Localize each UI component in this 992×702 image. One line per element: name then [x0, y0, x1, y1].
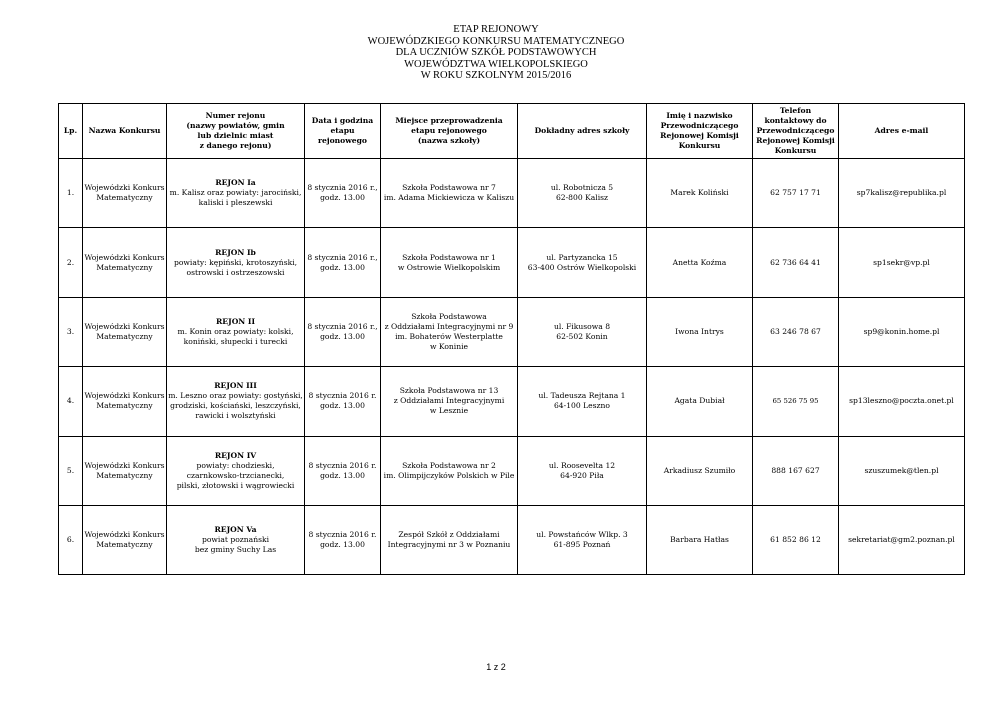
cell-nazwa: Wojewódzki Konkurs Matematyczny — [83, 297, 167, 366]
table-row — [59, 367, 965, 436]
cell-miejsce: Szkoła Podstawowa nr 13 z Oddziałami Integracyjnymi w Lesznie — [381, 367, 518, 436]
cell-telefon: 62 736 64 41 — [753, 228, 839, 297]
cell-przewodniczacy: Agata Dubiał — [647, 367, 753, 436]
cell-rejon: REJON Va powiat poznański bez gminy Suchy Las — [167, 505, 305, 574]
cell-email: sekretariat@gm2.poznan.pl — [839, 505, 965, 574]
header-lp: Lp. — [59, 104, 83, 159]
title-line: WOJEWÓDZKIEGO KONKURSU MATEMATYCZNEGO — [367, 35, 625, 47]
cell-lp: 5. — [59, 436, 83, 505]
cell-rejon: REJON IV powiaty: chodzieski, czarnkowsko-trzcianecki, pilski, złotowski i wągrowiecki — [167, 436, 305, 505]
header-row — [59, 104, 965, 159]
cell-miejsce: Szkoła Podstawowa nr 1 w Ostrowie Wielkopolskim — [381, 228, 518, 297]
table-row — [59, 159, 965, 228]
cell-lp: 1. — [59, 159, 83, 228]
header-miejsce: Miejsce przeprowadzenia etapu rejonowego (nazwa szkoły) — [381, 104, 518, 159]
title-line: ETAP REJONOWY — [453, 24, 539, 35]
table-row — [59, 297, 965, 366]
header-przewodniczacy: Imię i nazwisko Przewodniczącego Rejonowej Komisji Konkursu — [647, 104, 753, 159]
cell-miejsce: Zespół Szkół z Oddziałami Integracyjnymi nr 3 w Poznaniu — [381, 505, 518, 574]
cell-przewodniczacy: Barbara Hatłas — [647, 505, 753, 574]
cell-lp: 2. — [59, 228, 83, 297]
cell-telefon: 63 246 78 67 — [753, 297, 839, 366]
cell-data: 8 stycznia 2016 r., godz. 13.00 — [305, 228, 381, 297]
cell-telefon: 65 526 75 95 — [753, 367, 839, 436]
cell-email: sp7kalisz@republika.pl — [839, 159, 965, 228]
cell-miejsce: Szkoła Podstawowa nr 7 im. Adama Mickiewicza w Kaliszu — [381, 159, 518, 228]
cell-adres: ul. Roosevelta 12 64-920 Piła — [518, 436, 647, 505]
cell-przewodniczacy: Anetta Koźma — [647, 228, 753, 297]
title-line: WOJEWÓDZTWA WIELKOPOLSKIEGO — [404, 58, 588, 70]
cell-email: sp13leszno@poczta.onet.pl — [839, 367, 965, 436]
header-rejon: Numer rejonu (nazwy powiatów, gmin lub dzielnic miast z danego rejonu) — [167, 104, 305, 159]
title-line: W ROKU SZKOLNYM 2015/2016 — [420, 70, 572, 81]
cell-lp: 3. — [59, 297, 83, 366]
document-title — [0, 24, 992, 82]
cell-nazwa: Wojewódzki Konkurs Matematyczny — [83, 367, 167, 436]
cell-data: 8 stycznia 2016 r. godz. 13.00 — [305, 436, 381, 505]
cell-przewodniczacy: Iwona Intrys — [647, 297, 753, 366]
cell-miejsce: Szkoła Podstawowa nr 2 im. Olimpijczyków Polskich w Pile — [381, 436, 518, 505]
cell-adres: ul. Partyzancka 15 63-400 Ostrów Wielkopolski — [518, 228, 647, 297]
cell-rejon: REJON Ib powiaty: kępiński, krotoszyński, ostrowski i ostrzeszowski — [167, 228, 305, 297]
table-row — [59, 436, 965, 505]
header-data: Data i godzina etapu rejonowego — [305, 104, 381, 159]
header-email: Adres e-mail — [839, 104, 965, 159]
cell-email: sp1sekr@vp.pl — [839, 228, 965, 297]
cell-nazwa: Wojewódzki Konkurs Matematyczny — [83, 436, 167, 505]
cell-rejon: REJON III m. Leszno oraz powiaty: gostyński, grodziski, kościański, leszczyński, rawicki i wolsztyński — [167, 367, 305, 436]
cell-data: 8 stycznia 2016 r., godz. 13.00 — [305, 159, 381, 228]
cell-rejon: REJON II m. Konin oraz powiaty: kolski, koniński, słupecki i turecki — [167, 297, 305, 366]
cell-miejsce: Szkoła Podstawowa z Oddziałami Integracyjnymi nr 9 im. Bohaterów Westerplatte w Koninie — [381, 297, 518, 366]
cell-email: sp9@konin.home.pl — [839, 297, 965, 366]
cell-data: 8 stycznia 2016 r., godz. 13.00 — [305, 297, 381, 366]
header-nazwa: Nazwa Konkursu — [83, 104, 167, 159]
contest-table — [58, 103, 965, 575]
cell-lp: 6. — [59, 505, 83, 574]
cell-rejon: REJON Ia m. Kalisz oraz powiaty: jarociński, kaliski i pleszewski — [167, 159, 305, 228]
cell-adres: ul. Tadeusza Rejtana 1 64-100 Leszno — [518, 367, 647, 436]
title-line: DLA UCZNIÓW SZKÓŁ PODSTAWOWYCH — [395, 47, 597, 58]
header-telefon: Telefon kontaktowy do Przewodniczącego Rejonowej Komisji Konkursu — [753, 104, 839, 159]
cell-przewodniczacy: Marek Koliński — [647, 159, 753, 228]
cell-adres: ul. Robotnicza 5 62-800 Kalisz — [518, 159, 647, 228]
cell-telefon: 61 852 86 12 — [753, 505, 839, 574]
page-number: 1 z 2 — [486, 662, 506, 672]
cell-nazwa: Wojewódzki Konkurs Matematyczny — [83, 228, 167, 297]
table-row — [59, 505, 965, 574]
cell-nazwa: Wojewódzki Konkurs Matematyczny — [83, 505, 167, 574]
cell-telefon: 62 757 17 71 — [753, 159, 839, 228]
cell-data: 8 stycznia 2016 r. godz. 13.00 — [305, 505, 381, 574]
cell-telefon: 888 167 627 — [753, 436, 839, 505]
cell-adres: ul. Fikusowa 8 62-502 Konin — [518, 297, 647, 366]
table-row — [59, 228, 965, 297]
header-adres: Dokładny adres szkoły — [518, 104, 647, 159]
cell-adres: ul. Powstańców Wlkp. 3 61-895 Poznań — [518, 505, 647, 574]
cell-email: szuszumek@tlen.pl — [839, 436, 965, 505]
cell-przewodniczacy: Arkadiusz Szumiło — [647, 436, 753, 505]
cell-lp: 4. — [59, 367, 83, 436]
cell-data: 8 stycznia 2016 r. godz. 13.00 — [305, 367, 381, 436]
cell-nazwa: Wojewódzki Konkurs Matematyczny — [83, 159, 167, 228]
